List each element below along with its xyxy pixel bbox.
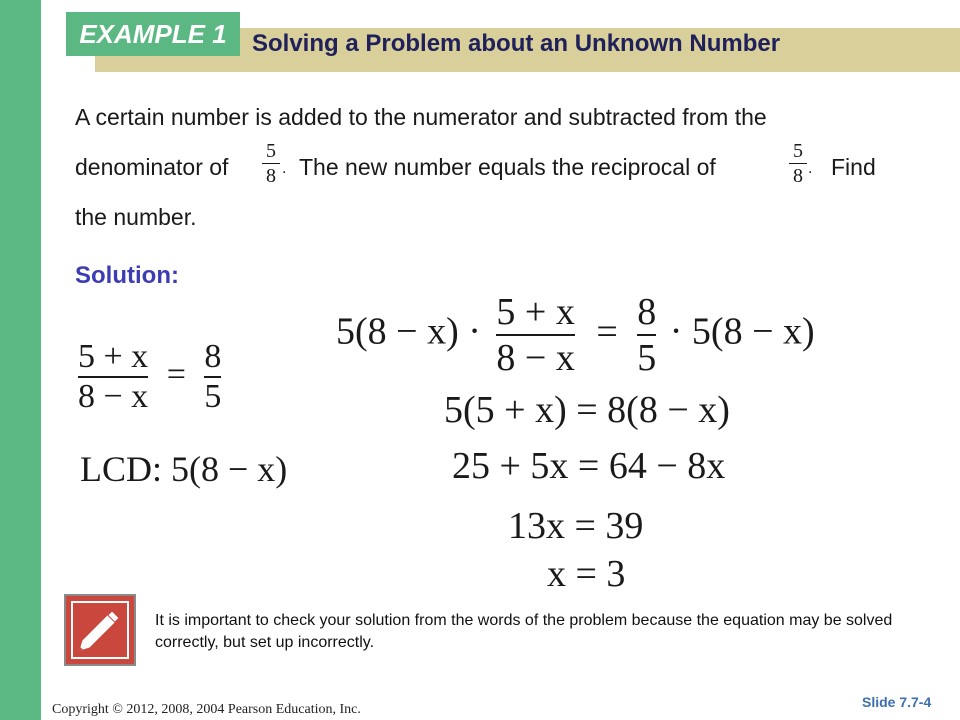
step-3-equation: 25 + 5x = 64 − 8x	[452, 445, 726, 487]
fraction-numerator: 5	[266, 140, 276, 162]
setup-equation	[78, 338, 221, 416]
step-1-equation	[336, 290, 815, 380]
setup-rhs-fraction	[204, 338, 221, 416]
pencil-icon	[64, 594, 136, 666]
fraction-five-eighths-2	[789, 140, 807, 187]
step-1-left-factor: 5(8 − x) ·	[336, 310, 481, 353]
fraction-bar	[789, 163, 807, 164]
slide-number: Slide 7.7-4	[862, 694, 932, 710]
setup-lhs-denominator: 8 − x	[78, 378, 149, 415]
example-label: EXAMPLE 1	[79, 18, 227, 49]
step-4-equation: 13x = 39	[508, 505, 644, 547]
step-5-equation: x = 3	[547, 553, 626, 595]
problem-line-2a: denominator of	[75, 154, 229, 180]
fraction-bar	[262, 163, 280, 164]
fraction-period-1: .	[282, 160, 287, 177]
step-1-rhs-denominator: 5	[637, 337, 657, 379]
step-1-right-factor: · 5(8 − x)	[669, 310, 815, 353]
step-1-denominator: 8 − x	[496, 337, 575, 379]
pencil-glyph	[66, 596, 134, 664]
step-1-numerator: 5 + x	[496, 291, 575, 333]
setup-rhs-numerator: 8	[204, 338, 222, 375]
problem-line-1: A certain number is added to the numerator and subtracted from the	[75, 104, 767, 130]
step-1-equals: =	[596, 310, 618, 353]
step-1-rhs-numerator: 8	[637, 291, 657, 333]
problem-line-3: the number.	[75, 204, 197, 230]
step-1-rhs-fraction	[637, 290, 656, 380]
setup-equals: =	[166, 355, 186, 393]
copyright: Copyright © 2012, 2008, 2004 Pearson Education, Inc.	[52, 702, 361, 717]
example-tab	[66, 12, 240, 56]
setup-lhs-fraction	[78, 338, 148, 416]
fraction-denominator: 8	[793, 165, 803, 187]
example-title: Solving a Problem about an Unknown Number	[252, 30, 781, 57]
problem-line-2b: The new number equals the reciprocal of	[299, 154, 716, 180]
setup-lhs-numerator: 5 + x	[78, 338, 149, 375]
fraction-period-2: .	[808, 160, 813, 177]
step-2-equation: 5(5 + x) = 8(8 − x)	[444, 389, 730, 431]
setup-rhs-denominator: 5	[204, 378, 222, 415]
lcd-line: LCD: 5(8 − x)	[80, 449, 288, 489]
fraction-five-eighths-1	[262, 140, 280, 187]
fraction-numerator: 5	[793, 140, 803, 162]
fraction-denominator: 8	[266, 165, 276, 187]
problem-line-2c: Find	[831, 154, 876, 180]
step-1-fraction	[496, 290, 574, 380]
solution-label: Solution:	[75, 262, 179, 289]
note-text: It is important to check your solution from the words of the problem because the equation may be solved correctly, but set up incorrectly.	[155, 612, 893, 651]
left-accent-bar	[0, 0, 41, 720]
